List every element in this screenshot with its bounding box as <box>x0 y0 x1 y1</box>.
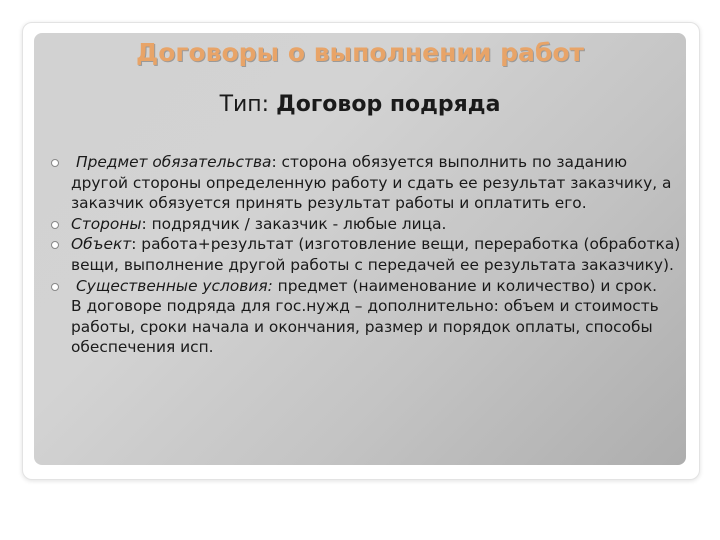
slide-title: Договоры о выполнении работ <box>135 38 585 67</box>
bullet-dot-icon <box>51 159 59 167</box>
bullet-term: Стороны <box>71 214 142 233</box>
bullet-list <box>51 152 686 296</box>
bullet-item-object <box>51 234 686 275</box>
bullet-dot-icon <box>51 221 59 229</box>
bullet-item-essential-terms <box>51 276 686 297</box>
bullet-text: : сторона обязуется выполнить по заданию другой стороны определенную работу и сдать ее результат заказчику, а заказчик обязуется принять результат работы и оплатить его. <box>71 153 672 213</box>
subtitle-prefix: Тип: <box>219 92 277 117</box>
bullet-term: Существенные условия: <box>76 276 273 295</box>
bullet-item-parties <box>51 214 686 235</box>
bullet-text: предмет (наименование и количество) и срок. <box>272 276 658 295</box>
bullet-dot-icon <box>51 283 59 291</box>
bullet-text: : работа+результат (изготовление вещи, переработка (обработка) вещи, выполнение другой работы с передачей ее результата заказчику). <box>71 235 681 274</box>
bullet-item-subject <box>51 152 686 214</box>
extra-paragraph: В договоре подряда для гос.нужд – дополнительно: объем и стоимость работы, сроки начала и окончания, размер и порядок оплаты, способы обеспечения исп. <box>71 297 659 357</box>
bullet-dot-icon <box>51 241 59 249</box>
slide-subtitle <box>34 92 686 117</box>
slide-body <box>51 152 686 358</box>
bullet-term: Объект <box>71 235 132 254</box>
bullet-term: Предмет обязательства <box>76 153 272 171</box>
bullet-text: : подрядчик / заказчик - любые лица. <box>141 214 447 233</box>
subtitle-value: Договор подряда <box>276 92 501 117</box>
